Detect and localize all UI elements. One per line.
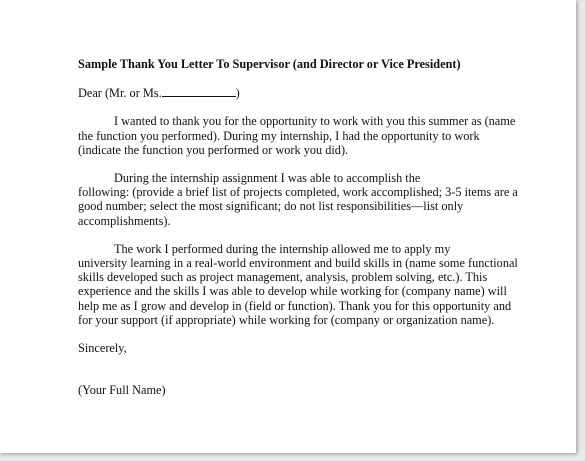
paragraph-line: accomplishments).	[78, 213, 171, 228]
paragraph-line: following: (provide a brief list of projects completed, work accomplished; 3-5 items are a	[78, 185, 518, 200]
paragraph-line: skills developed such as project management, analysis, problem solving, etc.). This	[78, 270, 488, 285]
paragraph-line: I wanted to thank you for the opportunity to work with you this summer as (name	[114, 114, 516, 129]
paragraph-line: The work I performed during the internship allowed me to apply my	[114, 241, 451, 256]
signature: (Your Full Name)	[78, 383, 166, 398]
salutation-prefix: Dear (Mr. or Ms.	[78, 86, 162, 101]
paragraph-line: (indicate the function you performed or work you did).	[78, 142, 349, 157]
name-blank-line	[162, 85, 236, 97]
paragraph-skills	[78, 242, 518, 327]
salutation-suffix: )	[235, 86, 240, 101]
paragraph-line: help me as I grow and develop in (field or function). Thank you for this opportunity and	[78, 298, 512, 313]
paragraph-line: During the internship assignment I was able to accomplish the	[114, 171, 421, 186]
letter-body	[78, 57, 518, 397]
salutation	[78, 85, 518, 100]
paragraph-opportunity	[78, 114, 518, 157]
paragraph-line: the function you performed). During my internship, I had the opportunity to work	[78, 128, 480, 143]
paragraph-line: for your support (if appropriate) while working for (company or organization name).	[78, 312, 495, 327]
paragraph-accomplishments	[78, 171, 518, 228]
paragraph-line: good number; select the most significant; do not list responsibilities—list only	[78, 199, 464, 214]
paragraph-line: experience and the skills I was able to develop while working for (company name) will	[78, 284, 507, 299]
paragraph-line: university learning in a real-world environment and build skills in (name some functional	[78, 256, 518, 271]
closing: Sincerely,	[78, 341, 127, 356]
letter-title: Sample Thank You Letter To Supervisor (and Director or Vice President)	[78, 57, 461, 71]
